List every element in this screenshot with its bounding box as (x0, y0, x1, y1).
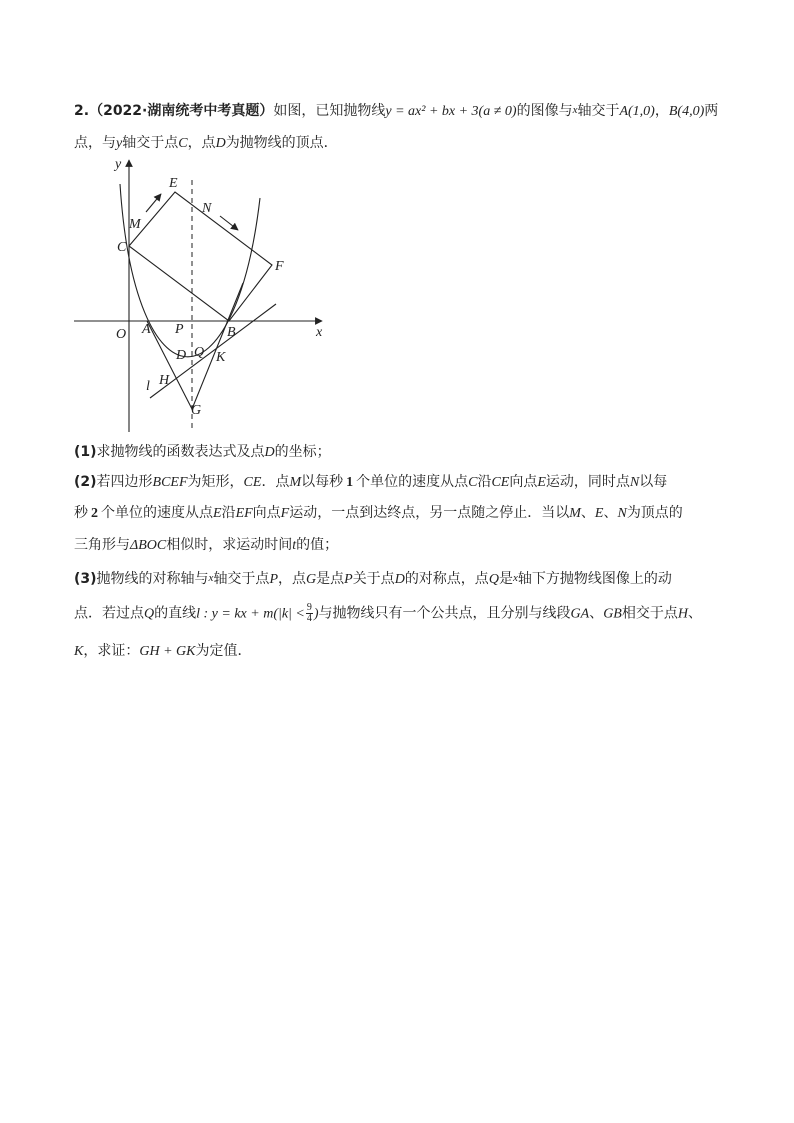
parabola-curve (120, 184, 260, 357)
label-H: H (159, 373, 170, 388)
point-B: B(4,0) (668, 104, 705, 119)
label-Q: Q (194, 345, 205, 360)
question-2-line-1: (2)若四边形BCEF为矩形，CE．点M以每秒 1 个单位的速度从点C沿CE向点E运动，同时点N以每 (74, 474, 668, 490)
question-3-line-2: 点．若过点Q的直线l : y = kx + m(|k| < $\frac{9}{4}$ )与抛物线只有一个公共点，且分别与线段GA、GB相交于点H、 (74, 602, 702, 624)
question-2-line-3: 三角形与ΔBOC相似时，求运动时间t的值； (74, 537, 339, 553)
label-K: K (216, 350, 226, 365)
label-E: E (169, 176, 178, 191)
line-l-equation: l : y = kx + m(|k| < (196, 606, 305, 622)
parabola-equation: y = ax² + bx + 3(a ≠ 0) (385, 104, 517, 119)
fraction-9-4: $\frac{9}{4}$ (306, 602, 312, 624)
question-3-line-1: (3)抛物线的对称轴与x轴交于点P，点G是点P关于点D的对称点，点Q是x轴下方抛物线图像上的动 (74, 571, 672, 587)
label-l: l (146, 379, 150, 394)
problem-number: 2 (74, 103, 84, 119)
geometry-figure (70, 152, 335, 437)
label-P: P (175, 322, 184, 337)
question-2-line-2: 秒 2 个单位的速度从点E沿EF向点F运动，一点到达终点，另一点随之停止．当以M、E、N为顶点的 (74, 505, 683, 521)
label-G: G (191, 403, 202, 418)
label-F: F (275, 259, 284, 274)
point-A: A(1,0) (619, 104, 655, 119)
label-M: M (129, 217, 141, 232)
question-1: (1)求抛物线的函数表达式及点D的坐标； (74, 444, 331, 460)
label-y: y (115, 157, 122, 172)
problem-line-1: 2.（2022·湖南统考中考真题）如图，已知抛物线y = ax² + bx + 3(a ≠ 0)的图像与x轴交于A(1,0)，B(4,0)两 (74, 103, 719, 119)
problem-line-2: 点，与y轴交于点C，点D为抛物线的顶点． (74, 135, 338, 151)
label-C: C (117, 240, 127, 255)
question-3-line-3: K，求证：GH + GK为定值． (74, 643, 252, 659)
label-A: A (142, 322, 151, 337)
label-O: O (116, 327, 127, 342)
label-D: D (176, 348, 187, 363)
arrow-M (146, 194, 161, 212)
label-B: B (227, 325, 236, 340)
label-x: x (316, 325, 323, 340)
label-N: N (202, 201, 212, 216)
problem-source: （2022·湖南统考中考真题） (89, 103, 274, 119)
